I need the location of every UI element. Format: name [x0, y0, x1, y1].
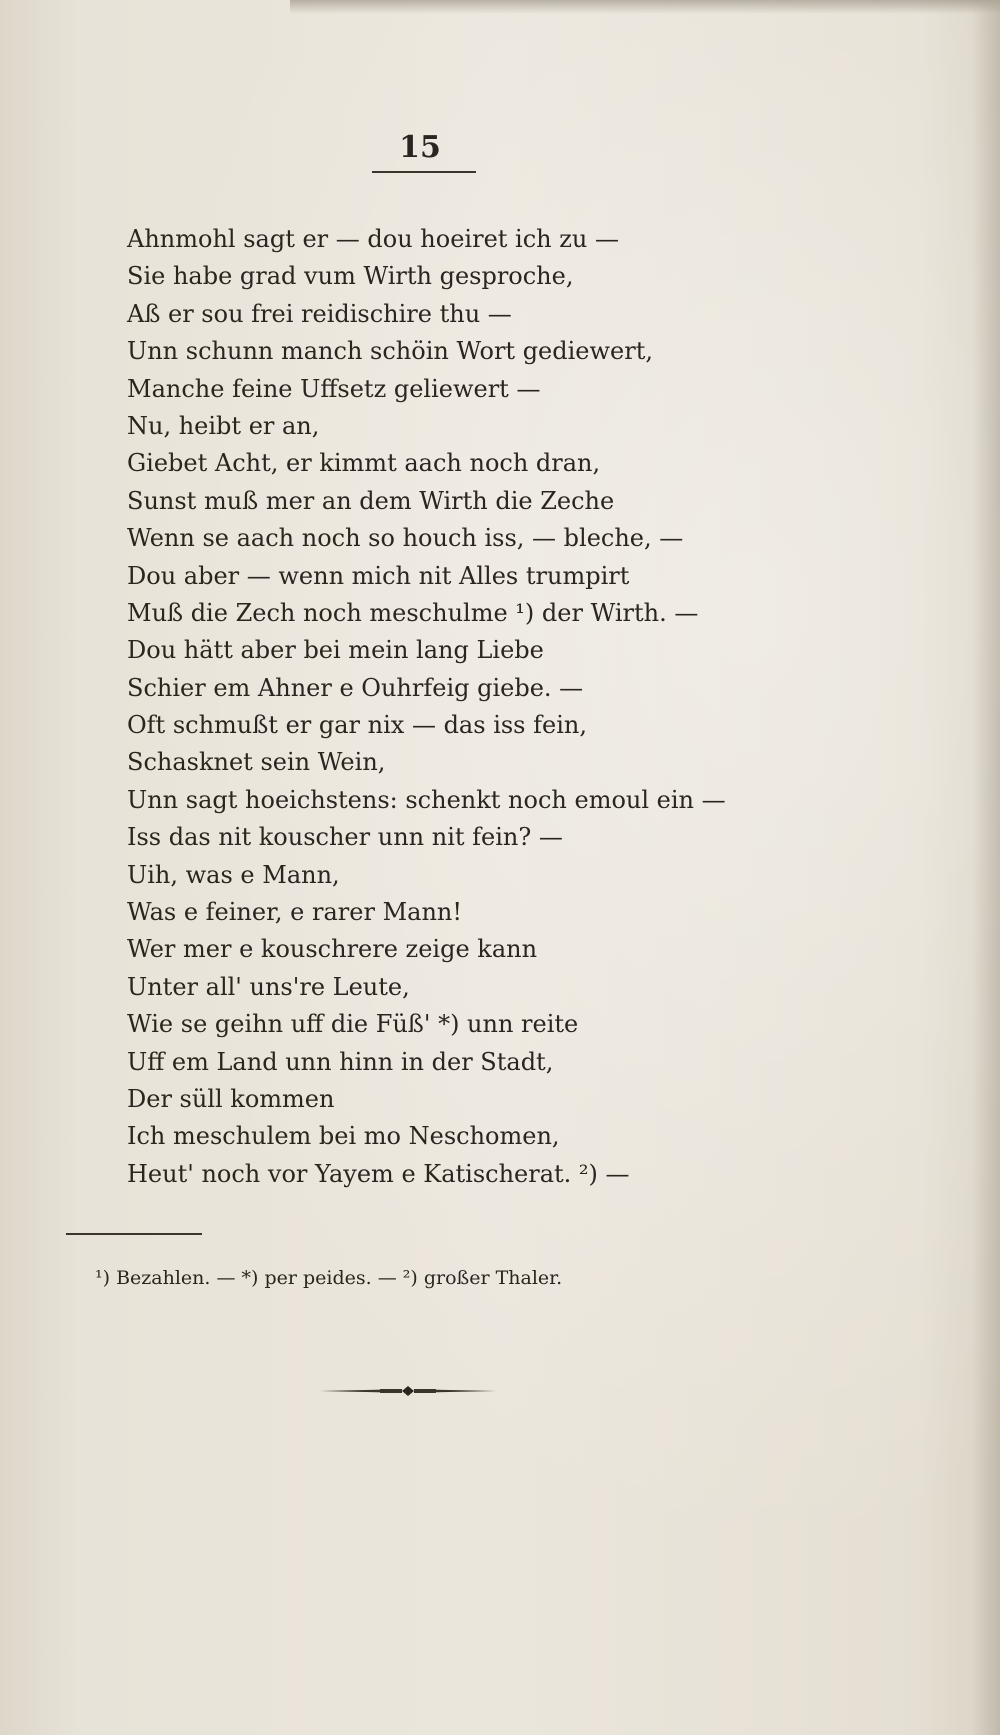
footnotes: ¹) Bezahlen. — *) per peides. — ²) großer Thaler. — [95, 1267, 563, 1289]
ornament-divider — [320, 1384, 496, 1398]
poem-line: Nu, heibt er an, — [127, 411, 320, 440]
poem-line: Wer mer e kouschrere zeige kann — [127, 935, 538, 964]
poem-line: Was e feiner, e rarer Mann! — [127, 898, 463, 927]
poem-line: Wie se geihn uff die Füß' *) unn reite — [127, 1010, 579, 1039]
poem-text — [127, 221, 726, 1193]
poem-line: Sie habe grad vum Wirth gesproche, — [127, 262, 574, 291]
page-number-rule — [372, 171, 476, 173]
poem-line: Aß er sou frei reidischire thu — — [127, 299, 512, 328]
poem-line: Der süll kommen — [127, 1084, 335, 1113]
poem-line: Dou aber — wenn mich nit Alles trumpirt — [127, 561, 630, 590]
poem-line: Iss das nit kouscher unn nit fein? — — [127, 823, 563, 852]
poem-line: Manche feine Uffsetz geliewert — — [127, 374, 541, 403]
poem-line: Dou hätt aber bei mein lang Liebe — [127, 636, 544, 665]
poem-line: Muß die Zech noch meschulme ¹) der Wirth. — — [127, 598, 699, 627]
poem-line: Sunst muß mer an dem Wirth die Zeche — [127, 486, 615, 515]
poem-line: Wenn se aach noch so houch iss, — bleche, — — [127, 524, 684, 553]
poem-line: Uih, was e Mann, — [127, 860, 340, 889]
poem-line: Uff em Land unn hinn in der Stadt, — [127, 1047, 554, 1076]
footnote-separator — [66, 1233, 202, 1235]
poem-line: Unn sagt hoeichstens: schenkt noch emoul ein — — [127, 785, 726, 814]
poem-line: Unn schunn manch schöin Wort gediewert, — [127, 337, 653, 366]
poem-line: Heut' noch vor Yayem e Katischerat. ²) — — [127, 1159, 630, 1188]
top-edge-shadow — [290, 0, 1000, 14]
right-page-edge — [972, 0, 1000, 1735]
poem-line: Unter all' uns're Leute, — [127, 972, 410, 1001]
poem-line: Oft schmußt er gar nix — das iss fein, — [127, 711, 587, 740]
poem-line: Schier em Ahner e Ouhrfeig giebe. — — [127, 673, 584, 702]
poem-line: Giebet Acht, er kimmt aach noch dran, — [127, 449, 601, 478]
poem-line: Schasknet sein Wein, — [127, 748, 386, 777]
page-number: 15 — [399, 130, 441, 165]
poem-line: Ich meschulem bei mo Neschomen, — [127, 1122, 560, 1151]
poem-line: Ahnmohl sagt er — dou hoeiret ich zu — — [127, 225, 619, 253]
